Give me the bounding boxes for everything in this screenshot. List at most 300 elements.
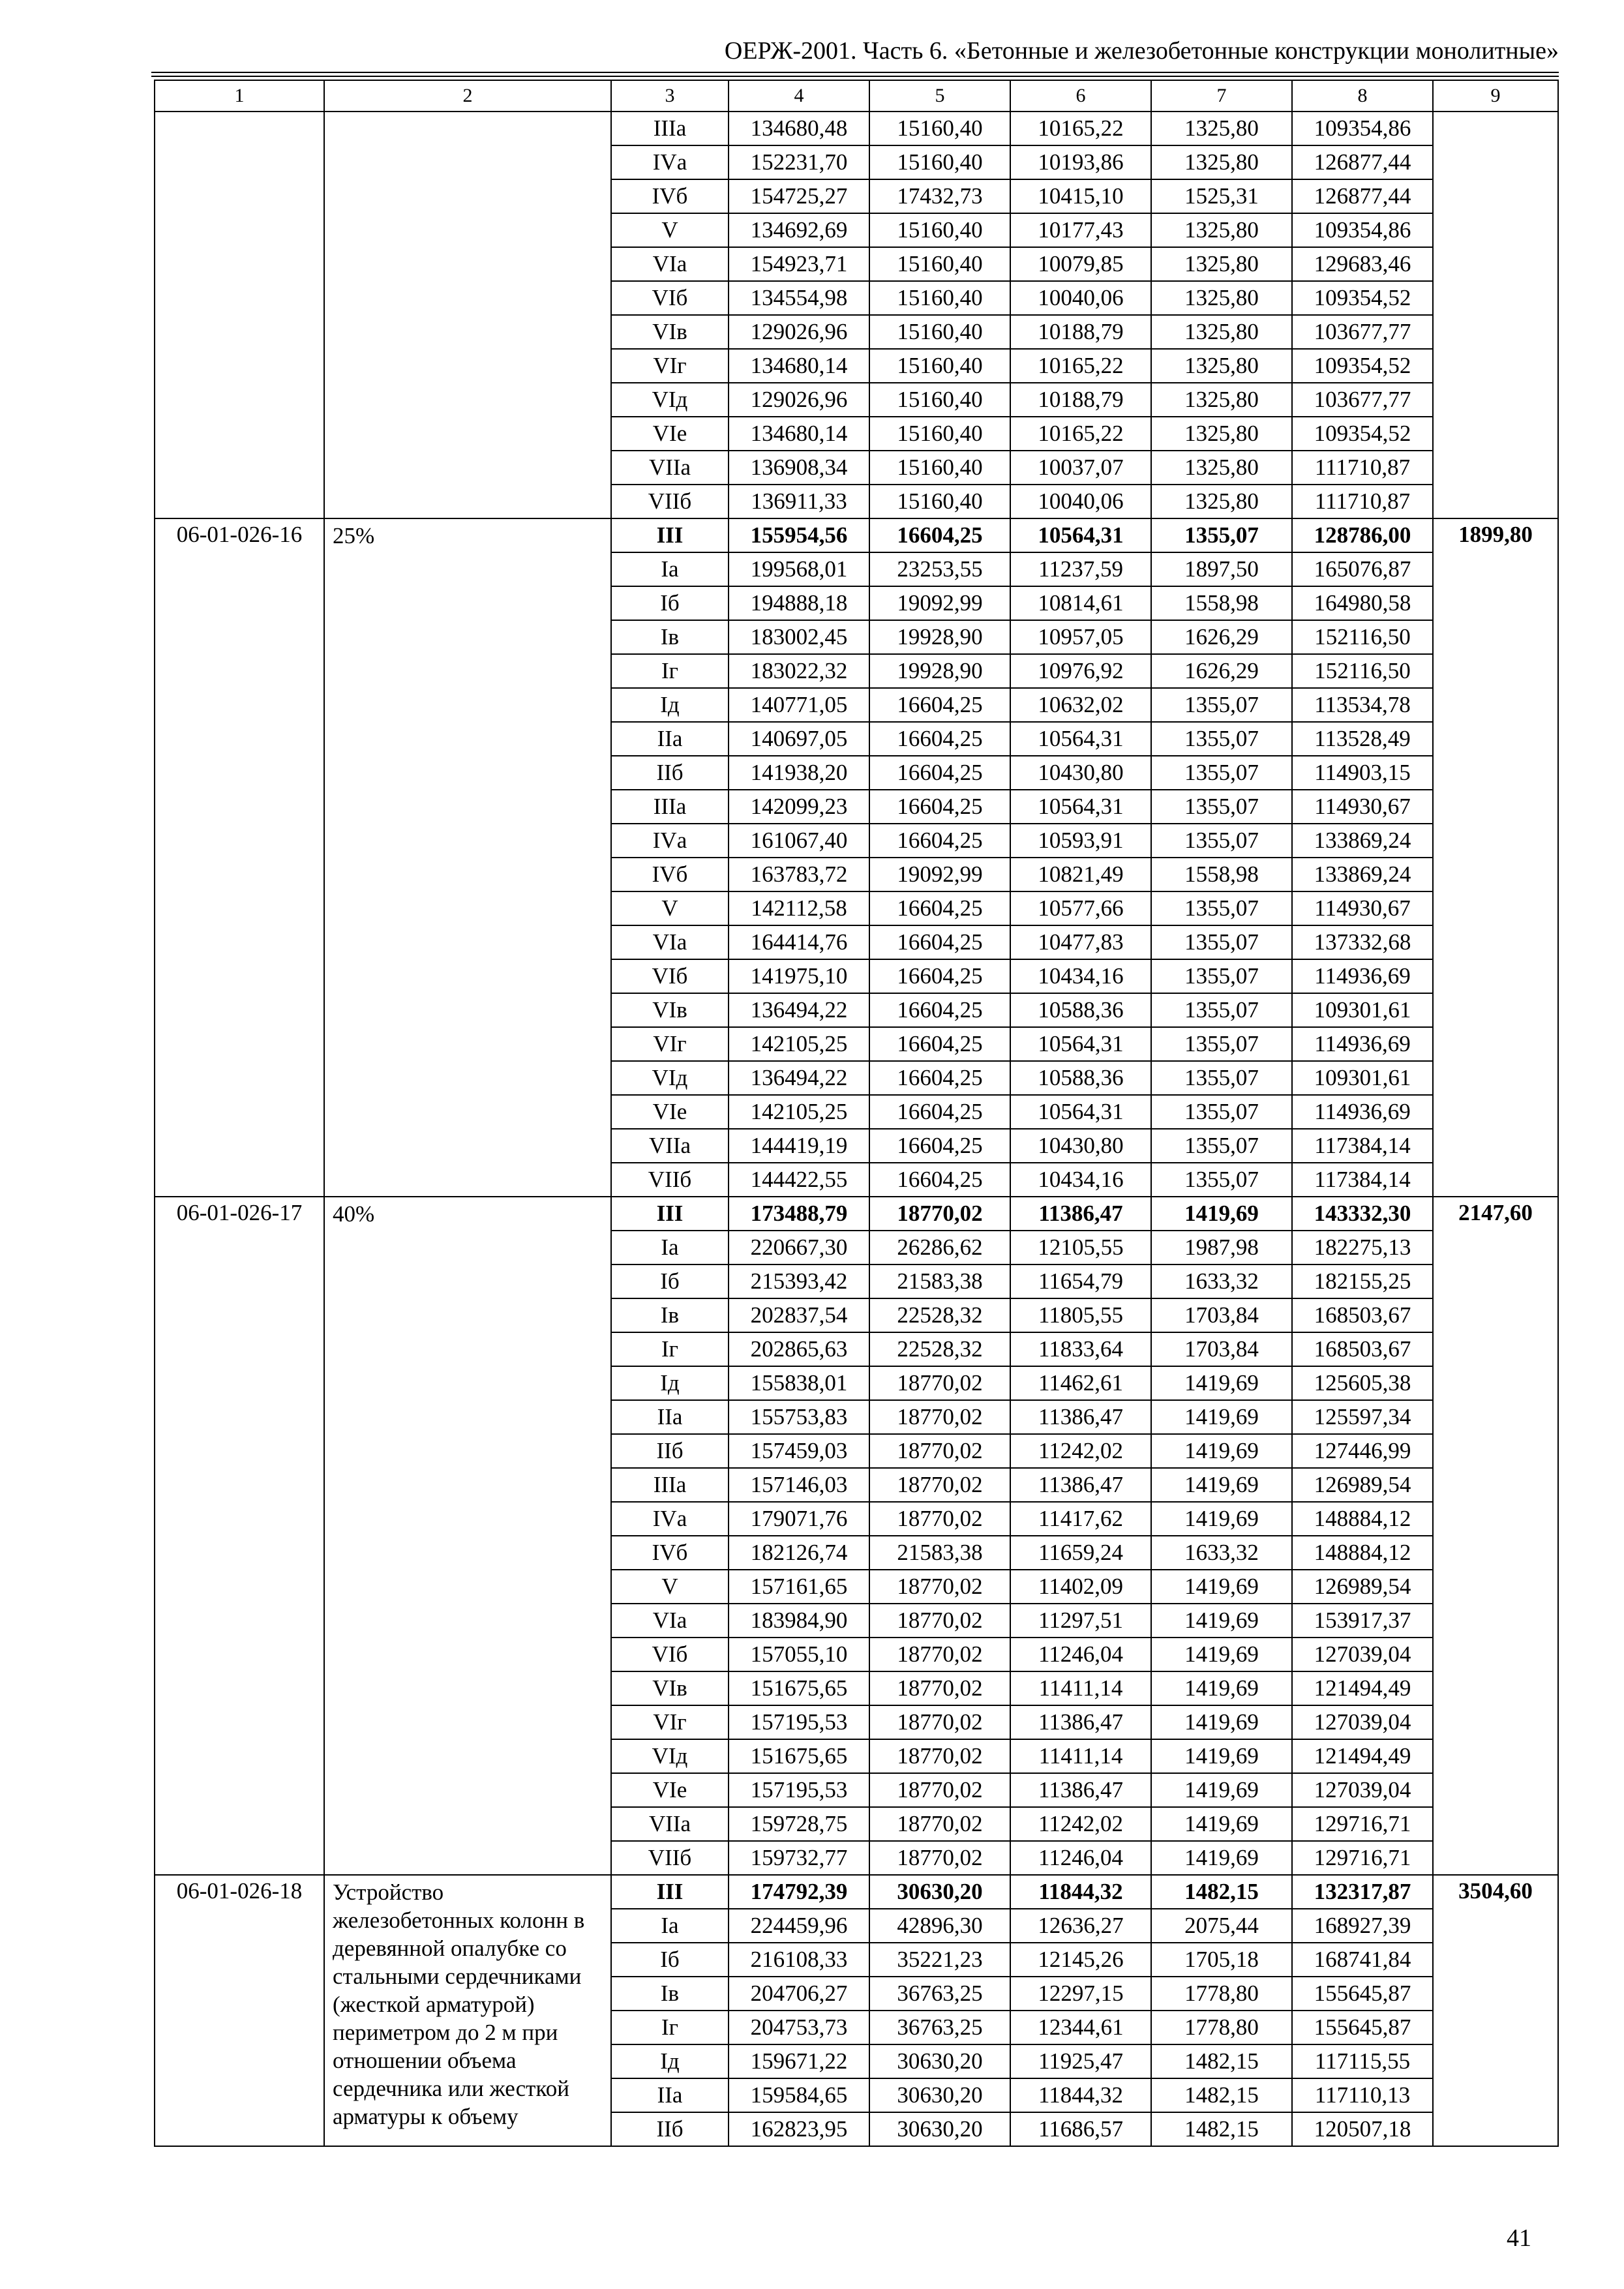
value-cell: 113528,49 (1292, 722, 1433, 756)
value-cell: 30630,20 (869, 2078, 1010, 2112)
rate-description-cell: 25% (324, 518, 611, 1197)
zone-cell: IVб (611, 1536, 729, 1570)
value-cell: 155645,87 (1292, 2011, 1433, 2044)
column-number-cell: 6 (1010, 80, 1151, 112)
header-rule-top (151, 72, 1559, 73)
value-cell: 155753,83 (729, 1400, 869, 1434)
zone-cell: VIIб (611, 1163, 729, 1197)
value-cell: 11417,62 (1010, 1502, 1151, 1536)
value-cell: 10632,02 (1010, 688, 1151, 722)
value-cell: 19928,90 (869, 620, 1010, 654)
value-cell: 168503,67 (1292, 1332, 1433, 1366)
value-cell: 194888,18 (729, 586, 869, 620)
value-cell: 1419,69 (1151, 1671, 1292, 1705)
value-cell: 11246,04 (1010, 1638, 1151, 1671)
zone-cell: VIе (611, 1095, 729, 1129)
value-cell: 152231,70 (729, 145, 869, 179)
value-cell: 152116,50 (1292, 620, 1433, 654)
value-cell: 157161,65 (729, 1570, 869, 1604)
table-row (155, 1197, 1558, 1231)
rates-table (154, 80, 1559, 2147)
value-cell: 15160,40 (869, 145, 1010, 179)
value-cell: 1355,07 (1151, 790, 1292, 824)
value-cell: 1325,80 (1151, 485, 1292, 518)
value-cell: 1325,80 (1151, 247, 1292, 281)
value-cell: 121494,49 (1292, 1671, 1433, 1705)
value-cell: 10193,86 (1010, 145, 1151, 179)
value-cell: 10430,80 (1010, 1129, 1151, 1163)
rate-code-cell (155, 112, 324, 518)
value-cell: 168741,84 (1292, 1943, 1433, 1977)
value-cell: 127446,99 (1292, 1434, 1433, 1468)
value-cell: 12297,15 (1010, 1977, 1151, 2011)
value-cell: 10188,79 (1010, 315, 1151, 349)
zone-cell: VIд (611, 383, 729, 417)
value-cell: 11237,59 (1010, 552, 1151, 586)
value-cell: 1355,07 (1151, 722, 1292, 756)
rate-code-cell: 06-01-026-17 (155, 1197, 324, 1875)
value-cell: 183984,90 (729, 1604, 869, 1638)
value-cell: 140697,05 (729, 722, 869, 756)
value-cell: 126989,54 (1292, 1570, 1433, 1604)
zone-cell: IIа (611, 2078, 729, 2112)
zone-cell: VIб (611, 281, 729, 315)
value-cell: 136911,33 (729, 485, 869, 518)
value-cell: 1355,07 (1151, 1163, 1292, 1197)
zone-cell: VIд (611, 1739, 729, 1773)
value-cell: 136494,22 (729, 993, 869, 1027)
value-cell: 15160,40 (869, 485, 1010, 518)
value-cell: 117384,14 (1292, 1163, 1433, 1197)
value-cell: 11386,47 (1010, 1705, 1151, 1739)
zone-cell: VIв (611, 1671, 729, 1705)
column-9-cell (1433, 112, 1558, 518)
value-cell: 11844,32 (1010, 1875, 1151, 1909)
value-cell: 10577,66 (1010, 891, 1151, 925)
value-cell: 183022,32 (729, 654, 869, 688)
value-cell: 137332,68 (1292, 925, 1433, 959)
value-cell: 18770,02 (869, 1366, 1010, 1400)
value-cell: 1703,84 (1151, 1298, 1292, 1332)
value-cell: 18770,02 (869, 1739, 1010, 1773)
value-cell: 1778,80 (1151, 2011, 1292, 2044)
value-cell: 12145,26 (1010, 1943, 1151, 1977)
value-cell: 109354,52 (1292, 349, 1433, 383)
value-cell: 182275,13 (1292, 1231, 1433, 1264)
value-cell: 1703,84 (1151, 1332, 1292, 1366)
value-cell: 11246,04 (1010, 1841, 1151, 1875)
value-cell: 18770,02 (869, 1638, 1010, 1671)
value-cell: 152116,50 (1292, 654, 1433, 688)
value-cell: 1355,07 (1151, 993, 1292, 1027)
value-cell: 1633,32 (1151, 1264, 1292, 1298)
value-cell: 18770,02 (869, 1502, 1010, 1536)
value-cell: 22528,32 (869, 1298, 1010, 1332)
zone-cell: Iг (611, 1332, 729, 1366)
value-cell: 16604,25 (869, 891, 1010, 925)
value-cell: 11462,61 (1010, 1366, 1151, 1400)
value-cell: 15160,40 (869, 451, 1010, 485)
column-number-cell: 7 (1151, 80, 1292, 112)
zone-cell: V (611, 891, 729, 925)
zone-cell: IIб (611, 1434, 729, 1468)
rate-description-cell: Устройство железобетонных колонн в деревянной опалубке со стальными сердечниками (жесткой арматурой) периметром до 2 м при отношении объема сердечника или жесткой арматуры к объему (324, 1875, 611, 2146)
value-cell: 128786,00 (1292, 518, 1433, 552)
value-cell: 157055,10 (729, 1638, 869, 1671)
value-cell: 16604,25 (869, 722, 1010, 756)
value-cell: 1419,69 (1151, 1400, 1292, 1434)
zone-cell: V (611, 1570, 729, 1604)
value-cell: 202837,54 (729, 1298, 869, 1332)
value-cell: 144419,19 (729, 1129, 869, 1163)
value-cell: 10564,31 (1010, 722, 1151, 756)
zone-cell: IIIа (611, 112, 729, 145)
table-body (155, 80, 1558, 2146)
zone-cell: Iг (611, 654, 729, 688)
value-cell: 16604,25 (869, 688, 1010, 722)
value-cell: 142105,25 (729, 1027, 869, 1061)
zone-cell: IIб (611, 2112, 729, 2146)
value-cell: 10588,36 (1010, 993, 1151, 1027)
value-cell: 1705,18 (1151, 1943, 1292, 1977)
zone-cell: IVа (611, 1502, 729, 1536)
value-cell: 2075,44 (1151, 1909, 1292, 1943)
value-cell: 1419,69 (1151, 1841, 1292, 1875)
value-cell: 220667,30 (729, 1231, 869, 1264)
value-cell: 10037,07 (1010, 451, 1151, 485)
zone-cell: VIв (611, 315, 729, 349)
value-cell: 148884,12 (1292, 1536, 1433, 1570)
value-cell: 142099,23 (729, 790, 869, 824)
value-cell: 117110,13 (1292, 2078, 1433, 2112)
zone-cell: VIIа (611, 451, 729, 485)
value-cell: 10976,92 (1010, 654, 1151, 688)
value-cell: 141938,20 (729, 756, 869, 790)
zone-cell: III (611, 1875, 729, 1909)
value-cell: 126877,44 (1292, 179, 1433, 213)
value-cell: 11386,47 (1010, 1197, 1151, 1231)
zone-cell: Iб (611, 586, 729, 620)
zone-cell: VIв (611, 993, 729, 1027)
value-cell: 11805,55 (1010, 1298, 1151, 1332)
value-cell: 1482,15 (1151, 2078, 1292, 2112)
value-cell: 125597,34 (1292, 1400, 1433, 1434)
value-cell: 159732,77 (729, 1841, 869, 1875)
value-cell: 117384,14 (1292, 1129, 1433, 1163)
value-cell: 10814,61 (1010, 586, 1151, 620)
value-cell: 1482,15 (1151, 2044, 1292, 2078)
zone-cell: Iв (611, 1977, 729, 2011)
value-cell: 174792,39 (729, 1875, 869, 1909)
value-cell: 153917,37 (1292, 1604, 1433, 1638)
zone-cell: VIе (611, 417, 729, 451)
column-number-cell: 8 (1292, 80, 1433, 112)
rate-description-cell: 40% (324, 1197, 611, 1875)
value-cell: 129716,71 (1292, 1807, 1433, 1841)
value-cell: 109301,61 (1292, 993, 1433, 1027)
value-cell: 132317,87 (1292, 1875, 1433, 1909)
value-cell: 109301,61 (1292, 1061, 1433, 1095)
zone-cell: V (611, 213, 729, 247)
value-cell: 10434,16 (1010, 1163, 1151, 1197)
value-cell: 155838,01 (729, 1366, 869, 1400)
value-cell: 1325,80 (1151, 349, 1292, 383)
value-cell: 21583,38 (869, 1536, 1010, 1570)
value-cell: 16604,25 (869, 1095, 1010, 1129)
column-number-cell: 5 (869, 80, 1010, 112)
value-cell: 1419,69 (1151, 1773, 1292, 1807)
value-cell: 1419,69 (1151, 1807, 1292, 1841)
page-header: ОЕРЖ-2001. Часть 6. «Бетонные и железобетонные конструкции монолитные» (724, 37, 1559, 65)
value-cell: 10165,22 (1010, 417, 1151, 451)
zone-cell: IVа (611, 824, 729, 858)
zone-cell: IIа (611, 1400, 729, 1434)
value-cell: 11242,02 (1010, 1434, 1151, 1468)
value-cell: 1419,69 (1151, 1434, 1292, 1468)
value-cell: 120507,18 (1292, 2112, 1433, 2146)
value-cell: 1325,80 (1151, 281, 1292, 315)
value-cell: 10564,31 (1010, 790, 1151, 824)
value-cell: 16604,25 (869, 925, 1010, 959)
zone-cell: VIб (611, 959, 729, 993)
value-cell: 18770,02 (869, 1841, 1010, 1875)
value-cell: 159671,22 (729, 2044, 869, 2078)
value-cell: 129683,46 (1292, 247, 1433, 281)
value-cell: 18770,02 (869, 1604, 1010, 1638)
value-cell: 11386,47 (1010, 1468, 1151, 1502)
value-cell: 1626,29 (1151, 654, 1292, 688)
value-cell: 36763,25 (869, 2011, 1010, 2044)
value-cell: 134680,14 (729, 417, 869, 451)
zone-cell: VIIа (611, 1807, 729, 1841)
value-cell: 1355,07 (1151, 518, 1292, 552)
value-cell: 1355,07 (1151, 1129, 1292, 1163)
value-cell: 133869,24 (1292, 858, 1433, 891)
value-cell: 15160,40 (869, 213, 1010, 247)
value-cell: 159728,75 (729, 1807, 869, 1841)
value-cell: 148884,12 (1292, 1502, 1433, 1536)
value-cell: 10957,05 (1010, 620, 1151, 654)
value-cell: 1355,07 (1151, 1027, 1292, 1061)
zone-cell: VIIа (611, 1129, 729, 1163)
value-cell: 127039,04 (1292, 1638, 1433, 1671)
value-cell: 11844,32 (1010, 2078, 1151, 2112)
zone-cell: Iв (611, 1298, 729, 1332)
table-row (155, 112, 1558, 145)
value-cell: 1355,07 (1151, 1061, 1292, 1095)
value-cell: 155954,56 (729, 518, 869, 552)
value-cell: 164980,58 (1292, 586, 1433, 620)
zone-cell: Iв (611, 620, 729, 654)
value-cell: 134692,69 (729, 213, 869, 247)
value-cell: 1325,80 (1151, 315, 1292, 349)
value-cell: 127039,04 (1292, 1773, 1433, 1807)
column-9-cell: 3504,60 (1433, 1875, 1558, 2146)
value-cell: 11297,51 (1010, 1604, 1151, 1638)
value-cell: 142112,58 (729, 891, 869, 925)
value-cell: 1633,32 (1151, 1536, 1292, 1570)
value-cell: 134554,98 (729, 281, 869, 315)
value-cell: 16604,25 (869, 824, 1010, 858)
value-cell: 129026,96 (729, 315, 869, 349)
value-cell: 111710,87 (1292, 485, 1433, 518)
value-cell: 168503,67 (1292, 1298, 1433, 1332)
value-cell: 163783,72 (729, 858, 869, 891)
value-cell: 1419,69 (1151, 1705, 1292, 1739)
column-number-cell: 3 (611, 80, 729, 112)
value-cell: 10821,49 (1010, 858, 1151, 891)
value-cell: 16604,25 (869, 1061, 1010, 1095)
value-cell: 12636,27 (1010, 1909, 1151, 1943)
value-cell: 114936,69 (1292, 1027, 1433, 1061)
value-cell: 10564,31 (1010, 518, 1151, 552)
value-cell: 129716,71 (1292, 1841, 1433, 1875)
value-cell: 10165,22 (1010, 349, 1151, 383)
value-cell: 10434,16 (1010, 959, 1151, 993)
value-cell: 151675,65 (729, 1739, 869, 1773)
zone-cell: VIг (611, 1027, 729, 1061)
value-cell: 165076,87 (1292, 552, 1433, 586)
value-cell: 15160,40 (869, 383, 1010, 417)
value-cell: 129026,96 (729, 383, 869, 417)
value-cell: 199568,01 (729, 552, 869, 586)
value-cell: 30630,20 (869, 2044, 1010, 2078)
value-cell: 18770,02 (869, 1570, 1010, 1604)
value-cell: 18770,02 (869, 1773, 1010, 1807)
value-cell: 113534,78 (1292, 688, 1433, 722)
value-cell: 18770,02 (869, 1400, 1010, 1434)
value-cell: 11833,64 (1010, 1332, 1151, 1366)
value-cell: 11925,47 (1010, 2044, 1151, 2078)
rate-description-cell (324, 112, 611, 518)
zone-cell: VIа (611, 925, 729, 959)
zone-cell: Iа (611, 1231, 729, 1264)
value-cell: 12344,61 (1010, 2011, 1151, 2044)
value-cell: 16604,25 (869, 993, 1010, 1027)
zone-cell: Iд (611, 688, 729, 722)
value-cell: 126989,54 (1292, 1468, 1433, 1502)
value-cell: 1525,31 (1151, 179, 1292, 213)
value-cell: 136494,22 (729, 1061, 869, 1095)
value-cell: 23253,55 (869, 552, 1010, 586)
value-cell: 15160,40 (869, 112, 1010, 145)
value-cell: 15160,40 (869, 281, 1010, 315)
value-cell: 16604,25 (869, 790, 1010, 824)
value-cell: 1355,07 (1151, 925, 1292, 959)
value-cell: 182126,74 (729, 1536, 869, 1570)
value-cell: 114930,67 (1292, 790, 1433, 824)
value-cell: 157195,53 (729, 1705, 869, 1739)
zone-cell: VIг (611, 349, 729, 383)
value-cell: 114936,69 (1292, 959, 1433, 993)
value-cell: 1419,69 (1151, 1604, 1292, 1638)
zone-cell: Iд (611, 2044, 729, 2078)
value-cell: 16604,25 (869, 1129, 1010, 1163)
value-cell: 121494,49 (1292, 1739, 1433, 1773)
value-cell: 109354,86 (1292, 213, 1433, 247)
value-cell: 204753,73 (729, 2011, 869, 2044)
value-cell: 111710,87 (1292, 451, 1433, 485)
zone-cell: VIа (611, 1604, 729, 1638)
value-cell: 10165,22 (1010, 112, 1151, 145)
value-cell: 1325,80 (1151, 145, 1292, 179)
page-number: 41 (1507, 2224, 1531, 2252)
value-cell: 1325,80 (1151, 112, 1292, 145)
value-cell: 168927,39 (1292, 1909, 1433, 1943)
zone-cell: IIIа (611, 1468, 729, 1502)
zone-cell: Iг (611, 2011, 729, 2044)
value-cell: 109354,86 (1292, 112, 1433, 145)
value-cell: 18770,02 (869, 1197, 1010, 1231)
value-cell: 1325,80 (1151, 383, 1292, 417)
value-cell: 10415,10 (1010, 179, 1151, 213)
value-cell: 1419,69 (1151, 1502, 1292, 1536)
zone-cell: IVб (611, 179, 729, 213)
zone-cell: VIб (611, 1638, 729, 1671)
value-cell: 16604,25 (869, 756, 1010, 790)
value-cell: 1325,80 (1151, 451, 1292, 485)
zone-cell: VIе (611, 1773, 729, 1807)
value-cell: 26286,62 (869, 1231, 1010, 1264)
value-cell: 18770,02 (869, 1807, 1010, 1841)
value-cell: 15160,40 (869, 247, 1010, 281)
value-cell: 127039,04 (1292, 1705, 1433, 1739)
value-cell: 30630,20 (869, 2112, 1010, 2146)
zone-cell: VIIб (611, 485, 729, 518)
value-cell: 11402,09 (1010, 1570, 1151, 1604)
value-cell: 10588,36 (1010, 1061, 1151, 1095)
value-cell: 1355,07 (1151, 891, 1292, 925)
value-cell: 136908,34 (729, 451, 869, 485)
value-cell: 42896,30 (869, 1909, 1010, 1943)
value-cell: 1778,80 (1151, 1977, 1292, 2011)
value-cell: 1419,69 (1151, 1197, 1292, 1231)
value-cell: 10177,43 (1010, 213, 1151, 247)
value-cell: 117115,55 (1292, 2044, 1433, 2078)
value-cell: 1482,15 (1151, 2112, 1292, 2146)
zone-cell: III (611, 518, 729, 552)
value-cell: 21583,38 (869, 1264, 1010, 1298)
value-cell: 1355,07 (1151, 688, 1292, 722)
value-cell: 126877,44 (1292, 145, 1433, 179)
table-row (155, 1875, 1558, 1909)
column-number-row (155, 80, 1558, 112)
value-cell: 12105,55 (1010, 1231, 1151, 1264)
value-cell: 1355,07 (1151, 959, 1292, 993)
value-cell: 1355,07 (1151, 1095, 1292, 1129)
zone-cell: III (611, 1197, 729, 1231)
zone-cell: IVа (611, 145, 729, 179)
value-cell: 1482,15 (1151, 1875, 1292, 1909)
zone-cell: VIIб (611, 1841, 729, 1875)
value-cell: 1355,07 (1151, 824, 1292, 858)
value-cell: 1558,98 (1151, 586, 1292, 620)
value-cell: 1355,07 (1151, 756, 1292, 790)
value-cell: 216108,33 (729, 1943, 869, 1977)
value-cell: 173488,79 (729, 1197, 869, 1231)
value-cell: 202865,63 (729, 1332, 869, 1366)
rate-code-cell: 06-01-026-16 (155, 518, 324, 1197)
value-cell: 154923,71 (729, 247, 869, 281)
value-cell: 151675,65 (729, 1671, 869, 1705)
zone-cell: IIIа (611, 790, 729, 824)
zone-cell: VIа (611, 247, 729, 281)
value-cell: 141975,10 (729, 959, 869, 993)
value-cell: 159584,65 (729, 2078, 869, 2112)
value-cell: 204706,27 (729, 1977, 869, 2011)
value-cell: 10477,83 (1010, 925, 1151, 959)
value-cell: 114930,67 (1292, 891, 1433, 925)
